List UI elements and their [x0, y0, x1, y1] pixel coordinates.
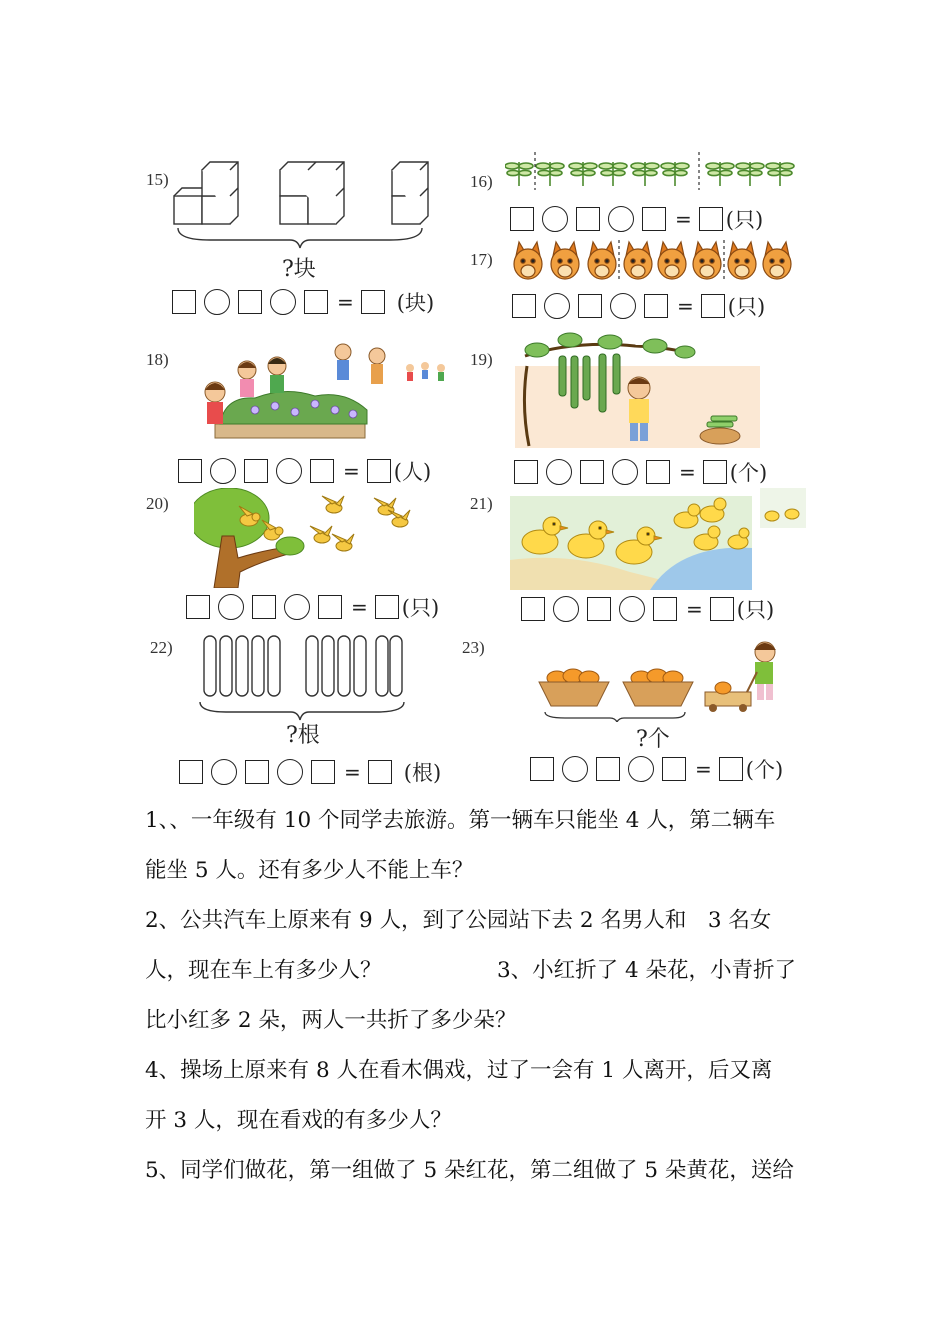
- unit-label: (个): [729, 461, 768, 485]
- word-problems: [145, 796, 811, 1196]
- problem-number: 19): [470, 350, 493, 369]
- word-problem-1-line-1: 1、、一年级有 10 个同学去旅游。第一辆车只能坐 4 人，第二辆车: [145, 808, 776, 833]
- operator-circle[interactable]: [270, 289, 296, 315]
- answer-box[interactable]: [644, 294, 668, 318]
- operator-circle[interactable]: [277, 759, 303, 785]
- word-problem-1-line-2: 能坐 5 人。还有多少人不能上车？: [145, 858, 474, 883]
- unit-label: (只): [401, 596, 440, 620]
- answer-box[interactable]: [318, 595, 342, 619]
- answer-box[interactable]: [662, 757, 686, 781]
- operator-circle[interactable]: [542, 206, 568, 232]
- problem-number: 23): [462, 638, 485, 657]
- answer-box[interactable]: [510, 207, 534, 231]
- children-watering-flowers-illustration: [195, 340, 455, 445]
- equals-sign: =: [351, 595, 368, 619]
- equals-sign: =: [686, 597, 703, 621]
- problem-number: 17): [470, 250, 493, 269]
- equation-row: [172, 287, 434, 317]
- result-box[interactable]: [367, 459, 391, 483]
- equals-sign: =: [675, 207, 692, 231]
- result-box[interactable]: [701, 294, 725, 318]
- answer-box[interactable]: [521, 597, 545, 621]
- unit-label: (根): [403, 761, 442, 785]
- answer-box[interactable]: [179, 760, 203, 784]
- equation-row: [510, 204, 763, 234]
- problem-number: 15): [146, 170, 169, 189]
- answer-box[interactable]: [244, 459, 268, 483]
- equation-row: [514, 457, 767, 487]
- word-problem-4-line-2: 开 3 人，现在看戏的有多少人？: [145, 1108, 452, 1133]
- answer-box[interactable]: [186, 595, 210, 619]
- operator-circle[interactable]: [608, 206, 634, 232]
- result-box[interactable]: [703, 460, 727, 484]
- equation-row: [530, 754, 783, 784]
- word-problem-5-line-1: 5、同学们做花，第一组做了 5 朵红花，第二组做了 5 朵黄花，送给: [145, 1158, 794, 1183]
- unit-label: (只): [736, 598, 775, 622]
- answer-box[interactable]: [311, 760, 335, 784]
- result-box[interactable]: [375, 595, 399, 619]
- question-label: ?个: [636, 727, 670, 752]
- problem-number: 20): [146, 494, 169, 513]
- squirrels-illustration: [510, 238, 800, 284]
- unit-label: (块): [396, 291, 435, 315]
- answer-box[interactable]: [172, 290, 196, 314]
- unit-label: (只): [727, 295, 766, 319]
- sticks-illustration: [196, 632, 416, 722]
- operator-circle[interactable]: [619, 596, 645, 622]
- birds-tree-illustration: [194, 488, 416, 588]
- operator-circle[interactable]: [553, 596, 579, 622]
- dragonflies-illustration: [505, 150, 800, 192]
- answer-box[interactable]: [580, 460, 604, 484]
- unit-label: (个): [745, 758, 784, 782]
- operator-circle[interactable]: [218, 594, 244, 620]
- word-problem-2-line-2: [145, 946, 811, 996]
- answer-box[interactable]: [653, 597, 677, 621]
- pumpkin-baskets-illustration: [535, 636, 785, 722]
- answer-box[interactable]: [530, 757, 554, 781]
- answer-box[interactable]: [310, 459, 334, 483]
- equation-row: [178, 456, 431, 486]
- unit-label: (只): [725, 208, 764, 232]
- operator-circle[interactable]: [612, 459, 638, 485]
- answer-box[interactable]: [245, 760, 269, 784]
- equals-sign: =: [337, 290, 354, 314]
- boy-picking-beans-illustration: [515, 326, 760, 448]
- answer-box[interactable]: [587, 597, 611, 621]
- result-box[interactable]: [710, 597, 734, 621]
- result-box[interactable]: [719, 757, 743, 781]
- ducklings-illustration: [510, 488, 806, 590]
- operator-circle[interactable]: [210, 458, 236, 484]
- word-problem-4-line-1: 4、操场上原来有 8 人在看木偶戏，过了一会有 1 人离开，后又离: [145, 1058, 773, 1083]
- answer-box[interactable]: [304, 290, 328, 314]
- word-problem-2-line-1: 2、公共汽车上原来有 9 人，到了公园站下去 2 名男人和 3 名女: [145, 908, 772, 933]
- result-box[interactable]: [368, 760, 392, 784]
- equals-sign: =: [344, 760, 361, 784]
- answer-box[interactable]: [646, 460, 670, 484]
- answer-box[interactable]: [596, 757, 620, 781]
- result-box[interactable]: [361, 290, 385, 314]
- result-box[interactable]: [699, 207, 723, 231]
- problem-number: 21): [470, 494, 493, 513]
- operator-circle[interactable]: [628, 756, 654, 782]
- word-problem-2-end: 人，现在车上有多少人？: [145, 958, 382, 983]
- answer-box[interactable]: [514, 460, 538, 484]
- answer-box[interactable]: [642, 207, 666, 231]
- problem-number: 16): [470, 172, 493, 191]
- answer-box[interactable]: [512, 294, 536, 318]
- equation-row: [186, 592, 439, 622]
- question-label: ?块: [282, 257, 316, 282]
- operator-circle[interactable]: [284, 594, 310, 620]
- equation-row: [512, 291, 765, 321]
- equals-sign: =: [677, 294, 694, 318]
- operator-circle[interactable]: [544, 293, 570, 319]
- answer-box[interactable]: [252, 595, 276, 619]
- operator-circle[interactable]: [562, 756, 588, 782]
- problem-number: 18): [146, 350, 169, 369]
- operator-circle[interactable]: [276, 458, 302, 484]
- equation-row: [179, 757, 441, 787]
- operator-circle[interactable]: [204, 289, 230, 315]
- cube-stacks-illustration: [170, 160, 435, 250]
- word-problem-3-line-2: 比小红多 2 朵，两人一共折了多少朵？: [145, 1008, 517, 1033]
- word-problem-3-start: 3、小红折了 4 朵花，小青折了: [497, 958, 797, 983]
- equals-sign: =: [695, 757, 712, 781]
- problem-number: 22): [150, 638, 173, 657]
- answer-box[interactable]: [238, 290, 262, 314]
- unit-label: (人): [393, 460, 432, 484]
- equals-sign: =: [679, 460, 696, 484]
- operator-circle[interactable]: [610, 293, 636, 319]
- operator-circle[interactable]: [546, 459, 572, 485]
- operator-circle[interactable]: [211, 759, 237, 785]
- answer-box[interactable]: [578, 294, 602, 318]
- answer-box[interactable]: [178, 459, 202, 483]
- equation-row: [521, 594, 774, 624]
- answer-box[interactable]: [576, 207, 600, 231]
- equals-sign: =: [343, 459, 360, 483]
- question-label: ?根: [286, 723, 320, 748]
